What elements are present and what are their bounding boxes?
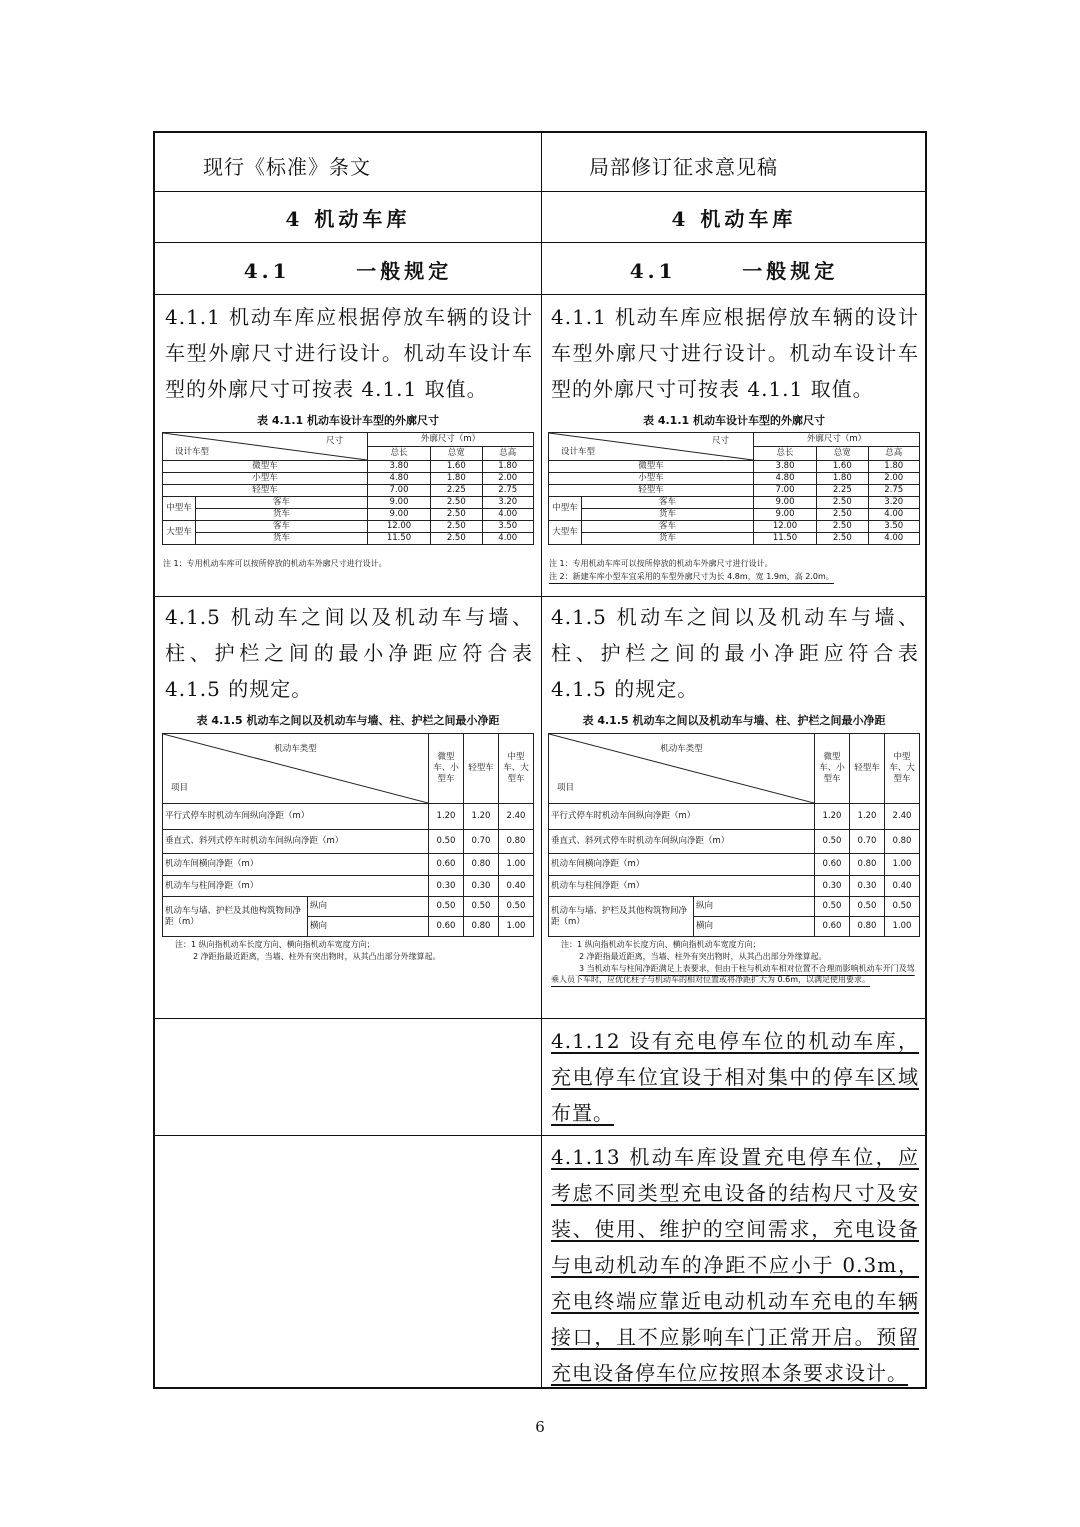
chapter-title-right: 4 机动车库 xyxy=(671,207,797,231)
column-divider xyxy=(541,133,542,1387)
clause-4-1-1-left: 4.1.1 机动车库应根据停放车辆的设计车型外廓尺寸进行设计。机动车设计车型的外廓尺寸可按表 4.1.1 取值。 xyxy=(165,305,533,401)
table-row: 机动车与柱间净距（m） 0.30 0.30 0.40 xyxy=(549,876,920,897)
table-row: 小型车 4.80 1.80 2.00 xyxy=(163,473,534,485)
col-header: 微型车、小型车 xyxy=(815,734,850,804)
table-row: 小型车 4.80 1.80 2.00 xyxy=(549,473,920,485)
table-row: 货车 9.00 2.50 4.00 xyxy=(163,509,534,521)
table-row: 垂直式、斜列式停车时机动车间纵向净距（m） 0.50 0.70 0.80 xyxy=(549,830,920,854)
col-header: 中型车、大型车 xyxy=(499,734,534,804)
col-header: 总宽 xyxy=(431,447,482,461)
chapter-title-left: 4 机动车库 xyxy=(285,207,411,231)
col-group-header: 外廓尺寸（m） xyxy=(367,433,533,447)
table-row: 大型车 客车 12.00 2.50 3.50 xyxy=(549,521,920,533)
clause-4-1-5-right: 4.1.5 机动车之间以及机动车与墙、柱、护栏之间的最小净距应符合表 4.1.5 的规定。 xyxy=(551,605,919,701)
table-row: 机动车间横向净距（m） 0.60 0.80 1.00 xyxy=(163,854,534,876)
table-4-1-1-right xyxy=(548,432,920,545)
table-4-1-5-note-2-left: 2 净距指最近距离，当墙、柱外有突出物时，从其凸出部分外缘算起。 xyxy=(193,952,441,961)
col-header: 总高 xyxy=(868,447,919,461)
table-4-1-5-title-left: 表 4.1.5 机动车之间以及机动车与墙、柱、护栏之间最小净距 xyxy=(196,714,500,727)
table-row: 货车 11.50 2.50 4.00 xyxy=(549,533,920,545)
table-row: 大型车 客车 12.00 2.50 3.50 xyxy=(163,521,534,533)
table-4-1-1-note-1-left: 注 1：专用机动车库可以按所停放的机动车外廓尺寸进行设计。 xyxy=(163,559,387,568)
col-header: 总长 xyxy=(753,447,816,461)
col-group-header: 外廓尺寸（m） xyxy=(753,433,919,447)
table-row: 微型车 3.80 1.60 1.80 xyxy=(549,461,920,473)
col-header: 总长 xyxy=(367,447,430,461)
header-revision-draft: 局部修订征求意见稿 xyxy=(589,155,778,179)
table-corner: 尺寸 设计车型 xyxy=(549,433,754,461)
table-4-1-5-note-1-right: 注：1 纵向指机动车长度方向、横向指机动车宽度方向； xyxy=(561,940,761,949)
header-current-standard: 现行《标准》条文 xyxy=(203,155,371,179)
table-4-1-1-note-1-right: 注 1：专用机动车库可以按所停放的机动车外廓尺寸进行设计。 xyxy=(549,559,773,568)
table-row: 中型车 客车 9.00 2.50 3.20 xyxy=(549,497,920,509)
col-header: 总高 xyxy=(482,447,533,461)
table-row: 轻型车 7.00 2.25 2.75 xyxy=(163,485,534,497)
table-row: 横向 0.60 0.80 1.00 xyxy=(163,917,534,937)
col-header: 微型车、小型车 xyxy=(429,734,464,804)
section-title-left: 4.1 一般规定 xyxy=(243,259,453,283)
table-row: 平行式停车时机动车间纵向净距（m） 1.20 1.20 2.40 xyxy=(549,804,920,830)
table-4-1-5-note-1-left: 注：1 纵向指机动车长度方向、横向指机动车宽度方向； xyxy=(175,940,375,949)
col-header: 中型车、大型车 xyxy=(885,734,920,804)
row-divider xyxy=(155,1135,925,1136)
table-row: 机动车与墙、护栏及其他构筑物间净距（m） 纵向 0.50 0.50 0.50 xyxy=(549,897,920,917)
table-row: 机动车与柱间净距（m） 0.30 0.30 0.40 xyxy=(163,876,534,897)
table-4-1-1-title-right: 表 4.1.1 机动车设计车型的外廓尺寸 xyxy=(643,414,825,427)
table-4-1-5-note-2-right: 2 净距指最近距离，当墙、柱外有突出物时，从其凸出部分外缘算起。 xyxy=(579,952,827,961)
row-divider xyxy=(155,242,925,243)
table-row: 机动车与墙、护栏及其他构筑物间净距（m） 纵向 0.50 0.50 0.50 xyxy=(163,897,534,917)
section-title-right: 4.1 一般规定 xyxy=(629,259,839,283)
table-4-1-1-left xyxy=(162,432,534,545)
col-header: 轻型车 xyxy=(850,734,885,804)
clause-4-1-12-new: 4.1.12 设有充电停车位的机动车库，充电停车位宜设于相对集中的停车区域布置。 xyxy=(551,1029,919,1125)
table-row: 机动车间横向净距（m） 0.60 0.80 1.00 xyxy=(549,854,920,876)
page-number: 6 xyxy=(535,1418,545,1436)
clause-4-1-1-right: 4.1.1 机动车库应根据停放车辆的设计车型外廓尺寸进行设计。机动车设计车型的外廓尺寸可按表 4.1.1 取值。 xyxy=(551,305,919,401)
table-row: 货车 11.50 2.50 4.00 xyxy=(163,533,534,545)
table-row: 平行式停车时机动车间纵向净距（m） 1.20 1.20 2.40 xyxy=(163,804,534,830)
row-divider xyxy=(155,596,925,597)
table-4-1-5-right xyxy=(548,733,920,937)
row-divider xyxy=(155,1018,925,1019)
table-4-1-5-title-right: 表 4.1.5 机动车之间以及机动车与墙、柱、护栏之间最小净距 xyxy=(582,714,886,727)
row-divider xyxy=(155,191,925,192)
table-row: 轻型车 7.00 2.25 2.75 xyxy=(549,485,920,497)
clause-4-1-5-left: 4.1.5 机动车之间以及机动车与墙、柱、护栏之间的最小净距应符合表 4.1.5 的规定。 xyxy=(165,605,533,701)
table-row: 中型车 客车 9.00 2.50 3.20 xyxy=(163,497,534,509)
table-row: 垂直式、斜列式停车时机动车间纵向净距（m） 0.50 0.70 0.80 xyxy=(163,830,534,854)
row-divider xyxy=(155,294,925,295)
col-header: 总宽 xyxy=(817,447,868,461)
table-row: 货车 9.00 2.50 4.00 xyxy=(549,509,920,521)
clause-4-1-13-new: 4.1.13 机动车库设置充电停车位，应考虑不同类型充电设备的结构尺寸及安装、使用、维护的空间需求，充电设备与电动机动车的净距不应小于 0.3m，充电终端应靠近电动机动车充电的车辆接口，且不应影响车门正常开启。预留充电设备停车位应按照本条要求设计。 xyxy=(551,1145,919,1385)
table-corner: 尺寸 设计车型 xyxy=(163,433,368,461)
table-row: 横向 0.60 0.80 1.00 xyxy=(549,917,920,937)
table-4-1-5-note-3-new: 3 当机动车与柱间净距满足上表要求，但由于柱与机动车相对位置不合理而影响机动车开门及驾乘人员下车时，应优化柱子与机动车的相对位置或将净距扩大为 0.6m，以满足使用要求。 xyxy=(551,964,915,984)
table-4-1-5-left xyxy=(162,733,534,937)
table-corner: 机动车类型 项目 xyxy=(549,734,815,804)
table-row: 微型车 3.80 1.60 1.80 xyxy=(163,461,534,473)
table-corner: 机动车类型 项目 xyxy=(163,734,429,804)
comparison-table xyxy=(153,131,927,1389)
table-4-1-1-title-left: 表 4.1.1 机动车设计车型的外廓尺寸 xyxy=(257,414,439,427)
col-header: 轻型车 xyxy=(464,734,499,804)
table-4-1-1-note-2-new: 注 2：新建车库小型车宜采用的车型外廓尺寸为长 4.8m，宽 1.9m，高 2.0m。 xyxy=(549,572,834,581)
